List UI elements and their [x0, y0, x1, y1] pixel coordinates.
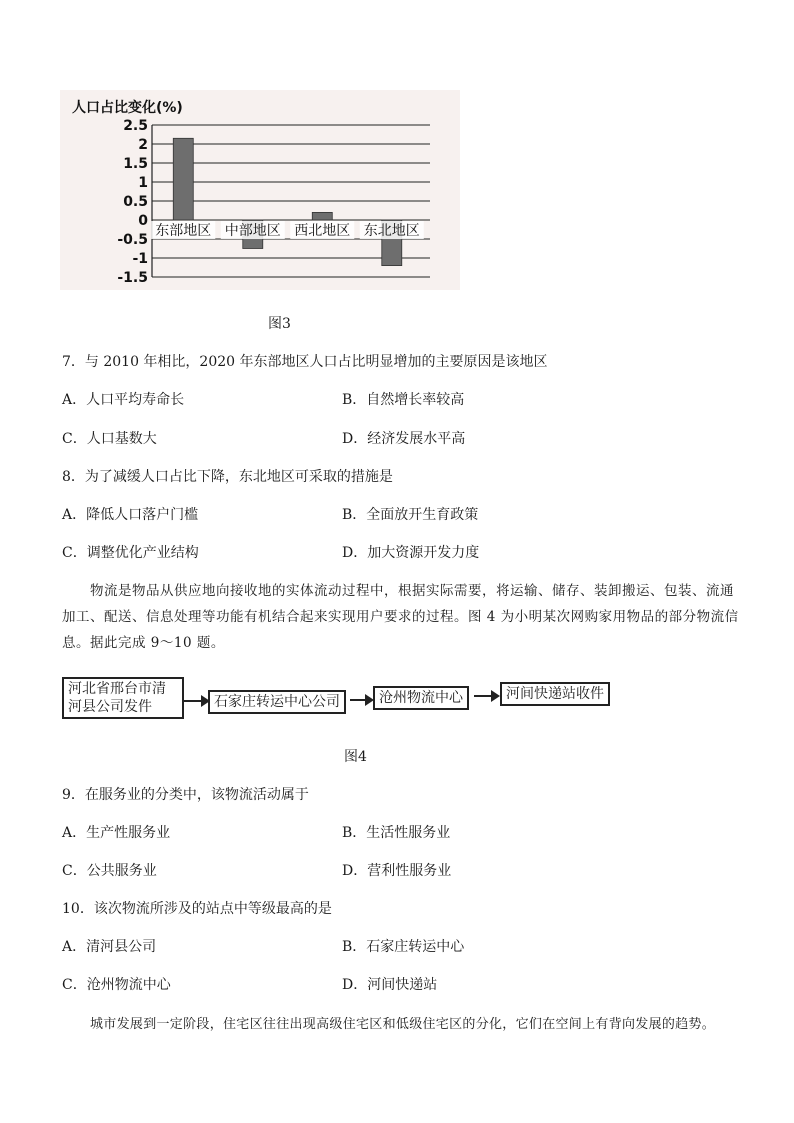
question-7-stem: 7．与 2010 年相比，2020 年东部地区人口占比明显增加的主要原因是该地区 — [62, 354, 548, 370]
category-label: 东部地区 — [155, 223, 212, 239]
passage-line-1: 物流是物品从供应地向接收地的实体流动过程中，根据实际需要，将运输、储存、装卸搬运、包装、流通 — [90, 583, 734, 599]
y-tick-label: 1.5 — [123, 156, 148, 172]
flow-arrow-3 — [474, 695, 492, 697]
question-10-option-a: A．清河县公司 — [62, 939, 157, 955]
y-tick-label: 0.5 — [123, 194, 148, 210]
flow-step-4-box: 河间快递站收件 — [500, 682, 610, 706]
flow-step-1-line-2: 河县公司发件 — [68, 699, 152, 715]
y-tick-label: 2.5 — [123, 118, 148, 134]
y-tick-label: -0.5 — [117, 232, 148, 248]
question-8-option-b: B．全面放开生育政策 — [342, 507, 479, 523]
question-9-option-a: A．生产性服务业 — [62, 825, 171, 841]
flow-step-1-line-1: 河北省邢台市清 — [68, 681, 166, 697]
y-tick-label: 1 — [138, 175, 148, 191]
question-8-option-a: A．降低人口落户门槛 — [62, 507, 199, 523]
question-8-stem: 8．为了减缓人口占比下降，东北地区可采取的措施是 — [62, 469, 393, 485]
chart-svg — [60, 90, 460, 290]
bar-3 — [312, 212, 332, 220]
question-10-option-d: D．河间快递站 — [342, 977, 438, 993]
bar-1 — [173, 138, 193, 220]
category-label: 东北地区 — [363, 223, 420, 239]
question-7-option-a: A．人口平均寿命长 — [62, 392, 185, 408]
flow-step-2-box: 石家庄转运中心公司 — [208, 690, 346, 714]
question-10-option-b: B．石家庄转运中心 — [342, 939, 465, 955]
question-10-stem: 10．该次物流所涉及的站点中等级最高的是 — [62, 901, 332, 917]
y-axis-title: 人口占比变化(%) — [72, 100, 183, 116]
question-9-option-d: D．营利性服务业 — [342, 863, 452, 879]
flow-step-3-box: 沧州物流中心 — [373, 686, 469, 710]
question-7-option-c: C．人口基数大 — [62, 431, 157, 447]
question-9-stem: 9．在服务业的分类中，该物流活动属于 — [62, 787, 309, 803]
figure-4-caption: 图4 — [344, 749, 367, 765]
y-tick-label: -1.5 — [117, 270, 148, 286]
flow-arrow-1 — [182, 700, 202, 702]
category-label: 中部地区 — [224, 223, 281, 239]
flow-step-1-box — [62, 677, 184, 719]
question-7-option-b: B．自然增长率较高 — [342, 392, 465, 408]
population-share-chart — [60, 90, 460, 290]
question-7-option-d: D．经济发展水平高 — [342, 431, 466, 447]
y-tick-label: 2 — [138, 137, 148, 153]
figure-3-caption: 图3 — [268, 316, 291, 332]
question-9-option-b: B．生活性服务业 — [342, 825, 451, 841]
flow-arrow-2 — [350, 699, 366, 701]
passage-line-3: 息。据此完成 9～10 题。 — [62, 635, 225, 651]
question-8-option-c: C．调整优化产业结构 — [62, 545, 199, 561]
question-9-option-c: C．公共服务业 — [62, 863, 157, 879]
passage-line-2: 加工、配送、信息处理等功能有机结合起来实现用户要求的过程。图 4 为小明某次网购家用物品的部分物流信 — [62, 609, 739, 625]
question-8-option-d: D．加大资源开发力度 — [342, 545, 480, 561]
y-tick-label: 0 — [138, 213, 148, 229]
y-tick-label: -1 — [132, 251, 148, 267]
category-label: 西北地区 — [294, 223, 351, 239]
question-10-option-c: C．沧州物流中心 — [62, 977, 171, 993]
footer-passage: 城市发展到一定阶段，住宅区往往出现高级住宅区和低级住宅区的分化，它们在空间上有背向发展的趋势。 — [90, 1017, 716, 1032]
